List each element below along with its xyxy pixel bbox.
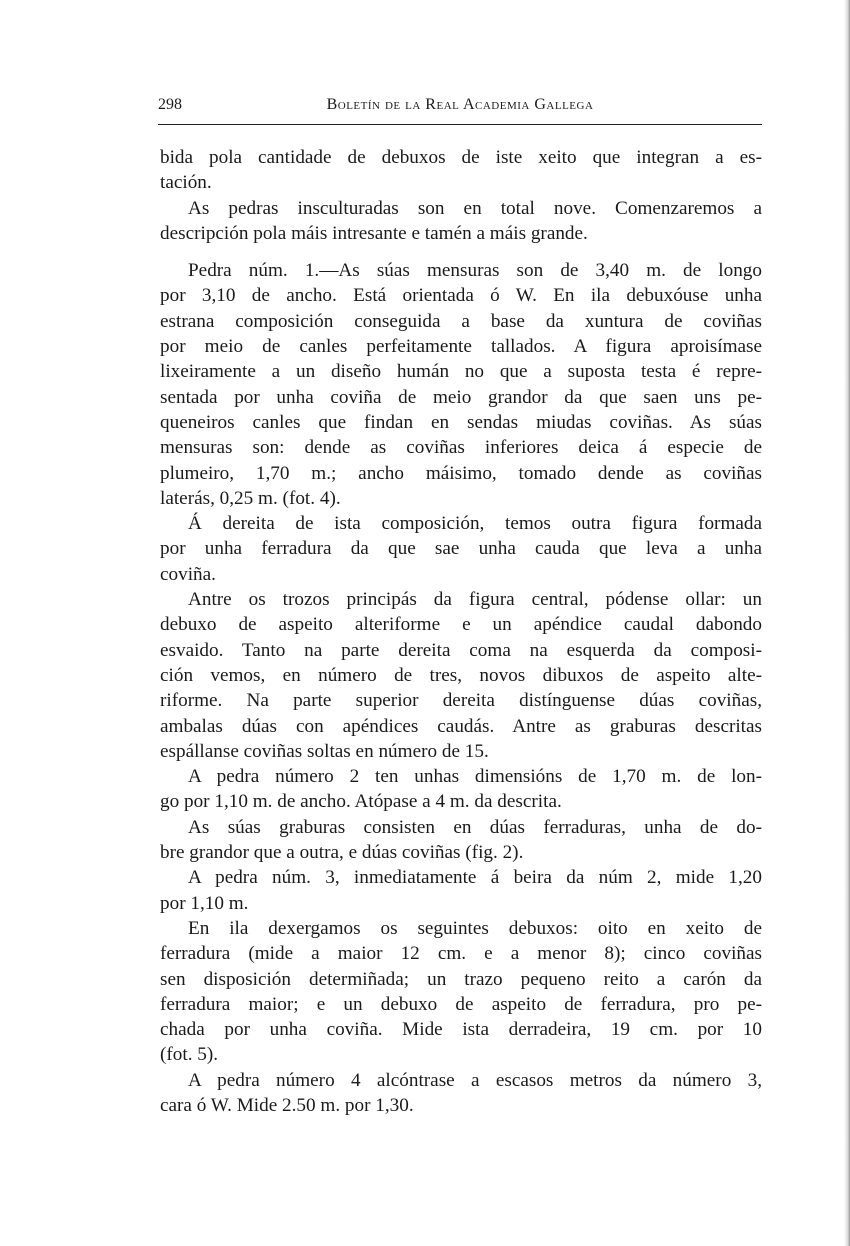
text-line: bida pola cantidade de debuxos de iste xeito que integran a es- xyxy=(160,147,762,168)
text-line: plumeiro, 1,70 m.; ancho máisimo, tomado dende as coviñas xyxy=(160,462,762,484)
text-line: por 1,10 m. xyxy=(160,892,249,914)
text-line: A pedra número 2 ten unhas dimensións de 1,70 m. de lon- xyxy=(188,766,762,788)
paragraph xyxy=(160,258,762,511)
page-header xyxy=(158,96,762,120)
text-line: A pedra núm. 3, inmediatamente á beira da núm 2, mide 1,20 xyxy=(188,867,762,889)
body-text xyxy=(160,145,762,1118)
text-line: lixeiramente a un diseño humán no que a suposta testa é repre- xyxy=(160,361,762,383)
text-line: cara ó W. Mide 2.50 m. por 1,30. xyxy=(160,1094,414,1116)
text-line: (fot. 5). xyxy=(160,1044,219,1066)
scan-edge xyxy=(844,0,850,1246)
text-line: As súas graburas consisten en dúas ferraduras, unha de do- xyxy=(188,816,762,838)
text-line: sen disposición determiñada; un trazo pequeno reito a carón da xyxy=(160,968,762,990)
paragraph xyxy=(160,511,762,587)
page-number: 298 xyxy=(158,96,182,113)
text-line: por 3,10 de ancho. Está orientada ó W. En ila debuxóuse unha xyxy=(160,285,762,307)
paragraph xyxy=(160,916,762,1068)
text-line: laterás, 0,25 m. (fot. 4). xyxy=(160,487,341,509)
text-line: coviña. xyxy=(160,563,216,585)
paragraph xyxy=(160,1068,762,1119)
text-line: chada por unha coviña. Mide ista derradeira, 19 cm. por 10 xyxy=(160,1019,762,1041)
running-title: Boletín de la Real Academia Gallega xyxy=(326,96,594,113)
text-line: En ila dexergamos os seguintes debuxos: oito en xeito de xyxy=(188,917,762,939)
text-line: ción vemos, en número de tres, novos dibuxos de aspeito alte- xyxy=(160,664,762,686)
text-line: tación. xyxy=(160,172,212,194)
text-line: Antre os trozos principás da figura central, pódense ollar: un xyxy=(188,589,762,611)
text-line: por unha ferradura da que sae unha cauda que leva a unha xyxy=(160,538,762,560)
text-line: Á dereita de ista composición, temos outra figura formada xyxy=(188,513,762,535)
header-rule xyxy=(158,124,762,125)
text-line: espállanse coviñas soltas en número de 15. xyxy=(160,740,489,762)
text-line: ferradura maior; e un debuxo de aspeito de ferradura, pro pe- xyxy=(160,993,762,1015)
text-line: ambalas dúas con apéndices caudás. Antre as graburas descritas xyxy=(160,715,762,737)
text-line: por meio de canles perfeitamente tallados. A figura aproisímase xyxy=(160,336,762,358)
text-line: ferradura (mide a maior 12 cm. e a menor 8); cinco coviñas xyxy=(160,943,762,965)
paragraph xyxy=(160,196,762,247)
text-line: debuxo de aspeito alteriforme e un apéndice caudal dabondo xyxy=(160,614,762,636)
paragraph xyxy=(160,587,762,764)
text-line: bre grandor que a outra, e dúas coviñas (fig. 2). xyxy=(160,842,524,864)
text-line: As pedras insculturadas son en total nove. Comenzaremos a xyxy=(188,197,762,219)
paragraph xyxy=(160,145,762,196)
text-line: riforme. Na parte superior dereita distínguense dúas coviñas, xyxy=(160,690,762,712)
text-line: estrana composición conseguida a base da xuntura de coviñas xyxy=(160,310,762,332)
text-line: A pedra número 4 alcóntrase a escasos metros da número 3, xyxy=(188,1069,762,1091)
text-line: mensuras son: dende as coviñas inferiores deica á especie de xyxy=(160,437,762,459)
text-line: queneiros canles que findan en sendas miudas coviñas. As súas xyxy=(160,411,762,433)
text-line: esvaido. Tanto na parte dereita coma na esquerda da composi- xyxy=(160,639,762,661)
paragraph xyxy=(160,865,762,916)
text-line: go por 1,10 m. de ancho. Atópase a 4 m. da descrita. xyxy=(160,791,562,813)
text-line: sentada por unha coviña de meio grandor da que saen uns pe- xyxy=(160,386,762,408)
text-line: Pedra núm. 1.—As súas mensuras son de 3,40 m. de longo xyxy=(188,260,762,282)
paragraph xyxy=(160,764,762,815)
text-line: descripción pola máis intresante e tamén a máis grande. xyxy=(160,222,588,244)
paragraph xyxy=(160,815,762,866)
